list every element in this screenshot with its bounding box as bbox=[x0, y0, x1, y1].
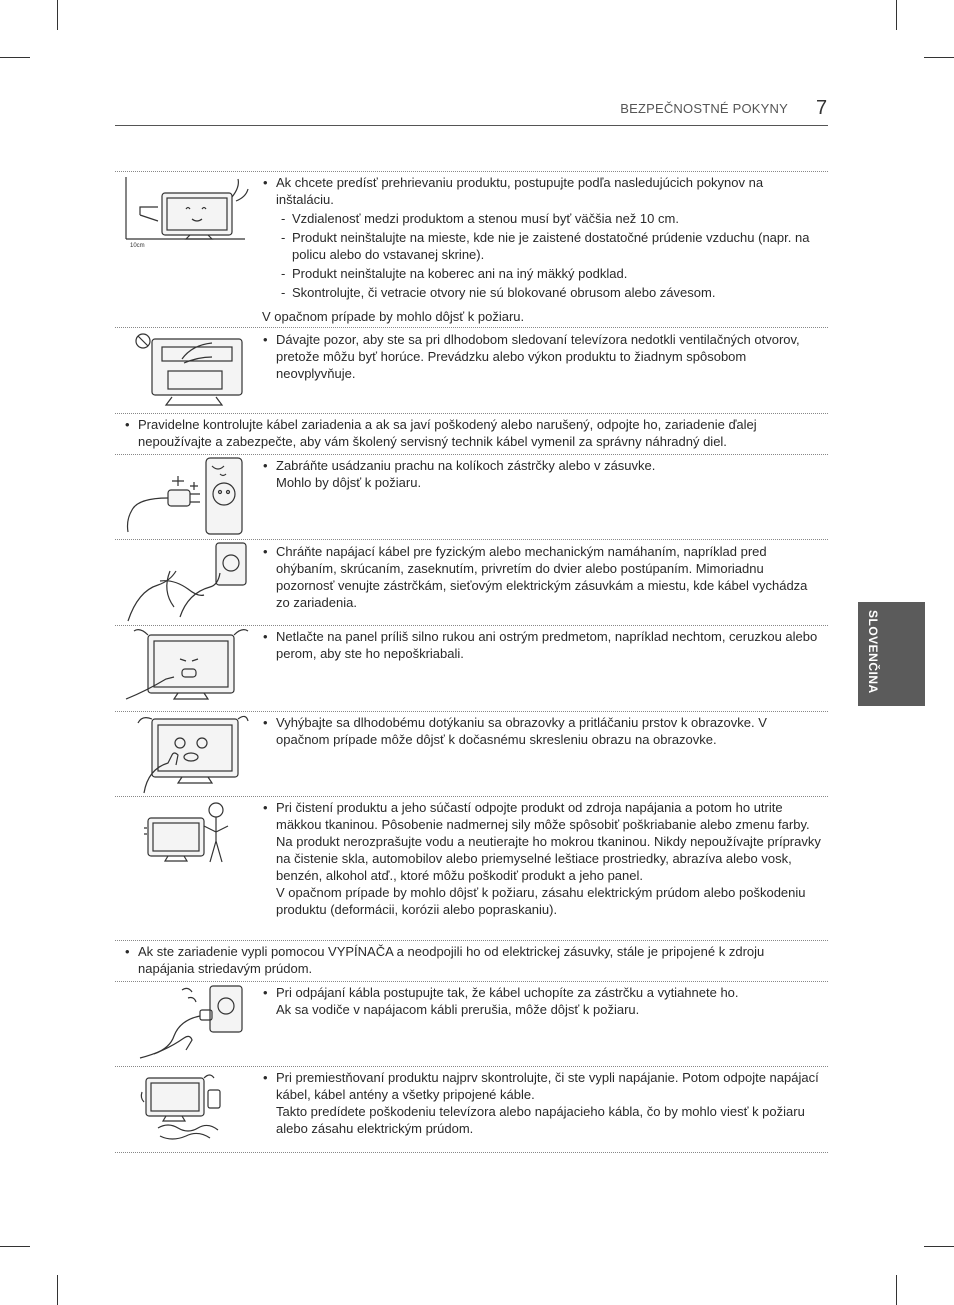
bullet-item: • Pri čistení produktu a jeho súčastí odpojte produkt od zdroja napájania a potom ho utrite mäkkou tkaninou. Pôsobenie nadmernej sily môže spôsobiť poškriabanie alebo zmenu farby. Na produkt nerozprašujte vodu a neutierajte ho mokrou tkaninou. Nikdy nepoužívajte prípravky na čistenie skla, automobilov alebo priemyselné leštiace prostriedky, abrazíva alebo vosk, benzén, alkohol atď., ktoré môžu poškodiť produkt a jeho panel. V opačnom prípade by mohlo dôjsť k požiaru, zásahu elektrickým prúdom alebo poškodeniu produktu (deformácii, korózii alebo popraskaniu). bbox=[262, 799, 822, 918]
section-divider bbox=[115, 796, 828, 797]
bullet-item: • Ak ste zariadenie vypli pomocou VYPÍNAČA a neodpojili ho od elektrickej zásuvky, stále je pripojené k zdroju napájania striedavým prúdom. bbox=[124, 943, 824, 977]
bullet-item: • Pri odpájaní kábla postupujte tak, že kábel uchopíte za zástrčku a vytiahnete ho. Ak sa vodiče v napájacom kábli prerušia, môže dôjsť k požiaru. bbox=[262, 984, 822, 1018]
sub-item: - Vzdialenosť medzi produktom a stenou musí byť väčšia než 10 cm. bbox=[262, 210, 822, 227]
sub-item: - Produkt neinštalujte na koberec ani na iný mäkký podklad. bbox=[262, 265, 822, 282]
section-cable-protect bbox=[262, 543, 822, 611]
crop-mark bbox=[896, 0, 897, 30]
crop-mark bbox=[0, 57, 30, 58]
section-divider bbox=[115, 711, 828, 712]
section-cleaning bbox=[262, 799, 822, 918]
bullet-item: • Netlačte na panel príliš silno rukou ani ostrým predmetom, napríklad nechtom, ceruzkou alebo perom, aby ste ho nepoškriabali. bbox=[262, 628, 822, 662]
section-divider bbox=[115, 625, 828, 626]
moving-tv-illustration bbox=[138, 1072, 228, 1144]
bullet-item: • Chráňte napájací kábel pre fyzickým alebo mechanickým namáhaním, napríklad pred ohýbaním, skrúcaním, zaseknutím, privretím do dvier alebo postúpaním. Mimoriadnu pozornosť venujte zástrčkám, sieťovým elektrickým zásuvkám a miestu, kde kábel vychádza zo zariadenia. bbox=[262, 543, 822, 611]
tv-wall-distance-illustration bbox=[120, 175, 250, 255]
page-number: 7 bbox=[816, 97, 828, 119]
bullet-item: • Zabráňte usádzaniu prachu na kolíkoch zástrčky alebo v zásuvke. Mohlo by dôjsť k požiaru. bbox=[262, 457, 822, 491]
section-panel-pressure bbox=[262, 628, 822, 662]
panel-pressure-illustration bbox=[122, 627, 250, 709]
bullet-item: • Ak chcete predísť prehrievaniu produktu, postupujte podľa nasledujúcich pokynov na inštaláciu. bbox=[262, 174, 822, 208]
unplug-illustration bbox=[136, 984, 248, 1064]
cleaning-illustration bbox=[140, 800, 240, 864]
bullet-item: • Dávajte pozor, aby ste sa pri dlhodobom sledovaní televízora nedotkli ventilačných otvorov, pretože môžu byť horúce. Prevádzku alebo výkon produktu to žiadnym spôsobom neovplyvňuje. bbox=[262, 331, 822, 382]
section-divider bbox=[115, 940, 828, 941]
section-divider bbox=[115, 413, 828, 414]
warning-note: V opačnom prípade by mohlo dôjsť k požiaru. bbox=[262, 309, 525, 324]
section-screen-touch bbox=[262, 714, 822, 748]
section-power-switch bbox=[124, 943, 824, 977]
section-divider bbox=[115, 1066, 828, 1067]
sub-item: - Skontrolujte, či vetracie otvory nie sú blokované obrusom alebo závesom. bbox=[262, 284, 822, 301]
section-title: BEZPEČNOSTNÉ POKYNY bbox=[620, 101, 788, 116]
bullet-item: • Pri premiestňovaní produktu najprv skontrolujte, či ste vypli napájanie. Potom odpojte napájací kábel, kábel antény a všetky pripojené káble. Takto predídete poškodeniu televízora alebo napájacieho kábla, čo by mohlo viesť k požiaru alebo zásahu elektrickým prúdom. bbox=[262, 1069, 822, 1137]
crop-mark bbox=[0, 1246, 30, 1247]
header-divider bbox=[115, 125, 828, 126]
bullet-item: • Pravidelne kontrolujte kábel zariadenia a ak sa javí poškodený alebo narušený, odpojte ho, zariadenie ďalej nepoužívajte a zabezpečte, aby vám školený servisný technik kábel vymenil za správny náhradný diel. bbox=[124, 416, 824, 450]
section-vents-hot bbox=[262, 331, 822, 382]
section-install-ventilation bbox=[262, 174, 822, 301]
crop-mark bbox=[57, 1275, 58, 1305]
dusty-plug-illustration bbox=[122, 456, 250, 536]
language-tab bbox=[858, 602, 925, 706]
section-cable-check bbox=[124, 416, 824, 450]
tv-back-vents-illustration bbox=[132, 331, 250, 409]
crop-mark bbox=[57, 0, 58, 30]
section-divider bbox=[115, 327, 828, 328]
section-divider bbox=[115, 1152, 828, 1153]
section-unplug bbox=[262, 984, 822, 1018]
section-divider bbox=[115, 981, 828, 982]
sub-item: - Produkt neinštalujte na mieste, kde nie je zaistené dostatočné prúdenie vzduchu (napr. na policu alebo do vstavanej skrine). bbox=[262, 229, 822, 263]
bullet-item: • Vyhýbajte sa dlhodobému dotýkaniu sa obrazovky a pritláčaniu prstov k obrazovke. V opačnom prípade môže dôjsť k dočasnému skresleniu obrazu na obrazovke. bbox=[262, 714, 822, 748]
crop-mark bbox=[896, 1275, 897, 1305]
language-tab-label: SLOVENČINA bbox=[866, 610, 880, 694]
screen-touch-illustration bbox=[124, 713, 250, 795]
section-divider bbox=[115, 539, 828, 540]
section-divider bbox=[115, 171, 828, 172]
crop-mark bbox=[924, 57, 954, 58]
section-moving bbox=[262, 1069, 822, 1137]
distance-label: 10cm bbox=[130, 243, 145, 249]
crop-mark bbox=[924, 1246, 954, 1247]
cable-stress-illustration bbox=[120, 541, 250, 623]
section-divider bbox=[115, 454, 828, 455]
section-dust-plug bbox=[262, 457, 822, 491]
